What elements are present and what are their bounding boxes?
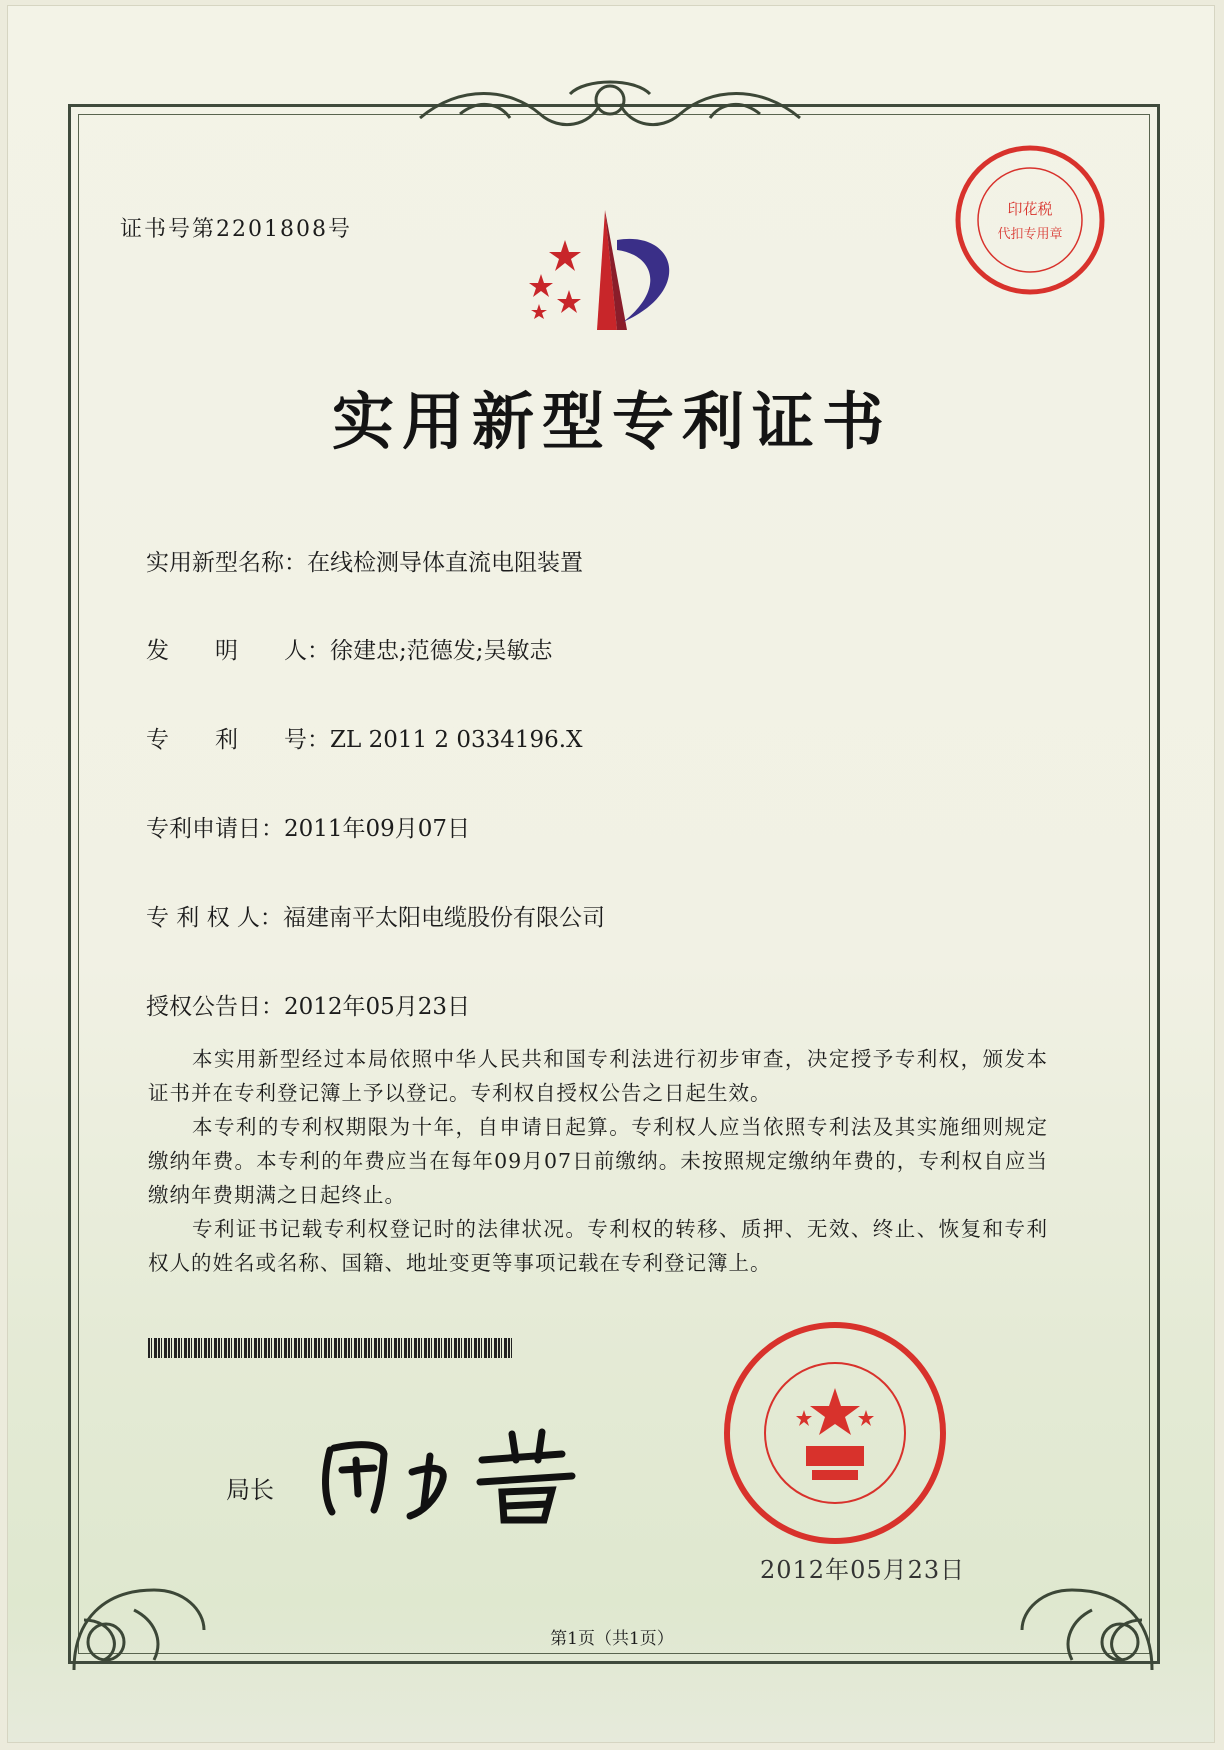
- certificate-number: 证书号第2201808号: [120, 217, 352, 242]
- barcode: [148, 1338, 512, 1358]
- field-patentee: [146, 899, 605, 932]
- field-label: 专 利 号：: [146, 727, 330, 753]
- field-value: 福建南平太阳电缆股份有限公司: [282, 905, 605, 931]
- certificate-body: [148, 1042, 1048, 1280]
- field-application-date: [146, 810, 470, 843]
- sipo-logo-icon: [505, 200, 705, 340]
- field-patent-number: [146, 721, 582, 754]
- field-value: 2012年05月23日: [284, 994, 471, 1020]
- seal-date: 2012年05月23日: [760, 1556, 966, 1584]
- field-label: 实用新型名称：: [146, 550, 307, 576]
- corner-ornament-left: [64, 1560, 214, 1680]
- field-value: ZL 2011 2 0334196.X: [330, 727, 583, 753]
- field-grant-date: [146, 988, 470, 1021]
- tax-seal: [950, 140, 1110, 300]
- field-label: 专 利 权 人：: [146, 905, 283, 931]
- field-utility-model-name: [146, 544, 583, 577]
- field-inventors: [146, 632, 553, 665]
- field-value: 徐建忠;范德发;吴敏志: [330, 638, 553, 664]
- border-frame-inner: [78, 114, 1150, 1654]
- sipo-seal: [720, 1318, 950, 1548]
- corner-ornament-right: [1012, 1560, 1162, 1680]
- page-indicator: 第1页（共1页）: [550, 1629, 674, 1649]
- certificate-title: 实用新型专利证书: [331, 385, 892, 458]
- body-paragraph: 专利证书记载专利权登记时的法律状况。专利权的转移、质押、无效、终止、恢复和专利权人的姓名或名称、国籍、地址变更等事项记载在专利登记簿上。: [148, 1217, 1048, 1275]
- svg-text:代扣专用章: 代扣专用章: [997, 227, 1063, 242]
- field-label: 专利申请日：: [146, 816, 284, 842]
- field-value: 在线检测导体直流电阻装置: [307, 550, 583, 576]
- body-paragraph: 本专利的专利权期限为十年，自申请日起算。专利权人应当依照专利法及其实施细则规定缴纳年费。本专利的年费应当在每年09月07日前缴纳。未按照规定缴纳年费的，专利权自应当缴纳年费期满之日起终止。: [148, 1115, 1048, 1207]
- svg-text:印花税: 印花税: [1007, 200, 1053, 218]
- top-ornament: [400, 74, 820, 144]
- director-label: 局长: [226, 1476, 274, 1504]
- director-signature: [312, 1420, 592, 1530]
- field-label: 授权公告日：: [146, 994, 284, 1020]
- body-paragraph: 本实用新型经过本局依照中华人民共和国专利法进行初步审查，决定授予专利权，颁发本证书并在专利登记簿上予以登记。专利权自授权公告之日起生效。: [148, 1047, 1048, 1105]
- field-value: 2011年09月07日: [284, 816, 471, 842]
- field-label: 发 明 人：: [146, 638, 330, 664]
